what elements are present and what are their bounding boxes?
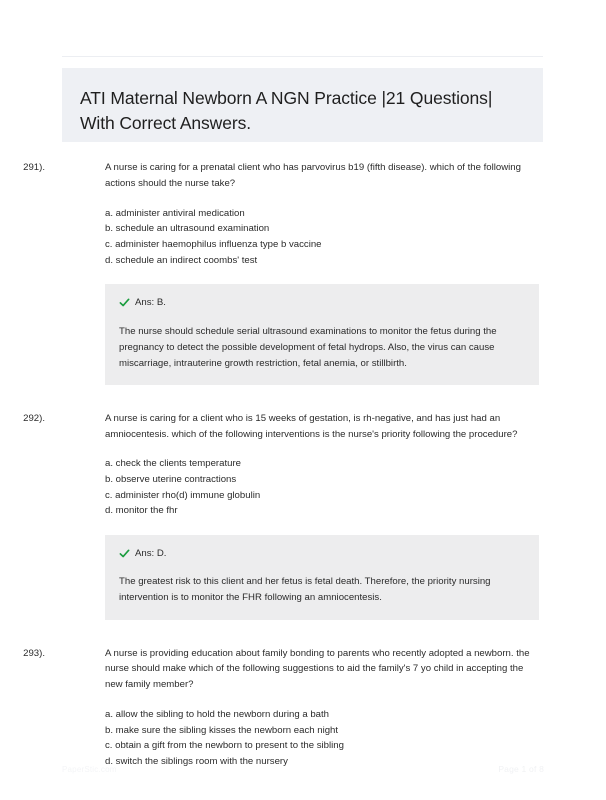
question-text: A nurse is caring for a client who is 15 weeks of gestation, is rh-negative, and has just had an amniocentesis. which of the following interventions is the nurse's priority following the procedure? xyxy=(105,412,518,440)
option-c[interactable]: c. administer rho(d) immune globulin xyxy=(105,489,261,501)
question-number: 293). xyxy=(23,647,45,659)
page-footer xyxy=(0,764,606,774)
options-list xyxy=(105,206,544,269)
answer-label-row xyxy=(119,295,525,310)
question-body xyxy=(52,411,544,620)
answer-label-row xyxy=(119,546,525,561)
option-b[interactable]: b. make sure the sibling kisses the newborn each night xyxy=(105,724,339,736)
option-a[interactable]: a. administer antiviral medication xyxy=(105,207,245,219)
block-spacer xyxy=(0,385,606,411)
option-b[interactable]: b. schedule an ultrasound examination xyxy=(105,223,270,235)
option-c[interactable]: c. administer haemophilus influenza type b vaccine xyxy=(105,238,322,250)
page-title: ATI Maternal Newborn A NGN Practice |21 Questions| With Correct Answers. xyxy=(80,88,493,133)
answer-explanation: The nurse should schedule serial ultrasound examinations to monitor the fetus during the pregnancy to detect the possible development of fetal hydrops. Also, the virus can cause miscarriage, intrauterine growth restriction, fetal anemia, or stillbirth. xyxy=(119,325,497,369)
questions-container xyxy=(0,160,606,770)
answer-label: Ans: D. xyxy=(135,547,167,559)
answer-box xyxy=(105,284,539,385)
question-block xyxy=(0,411,606,620)
question-header xyxy=(0,646,544,770)
answer-explanation: The greatest risk to this client and her fetus is fetal death. Therefore, the priority nursing intervention is to monitor the FHR following an amniocentesis. xyxy=(119,576,491,604)
option-d[interactable]: d. monitor the fhr xyxy=(105,505,178,517)
block-spacer xyxy=(0,620,606,646)
options-list xyxy=(105,456,544,519)
answer-label: Ans: B. xyxy=(135,297,166,309)
title-banner xyxy=(62,68,543,142)
header-divider xyxy=(62,56,543,57)
question-header xyxy=(0,411,544,620)
watermark: PaperStic.com xyxy=(62,764,117,774)
question-block xyxy=(0,646,606,770)
question-number: 292). xyxy=(23,412,45,424)
answer-box xyxy=(105,535,539,620)
option-d[interactable]: d. switch the siblings room with the nursery xyxy=(105,755,288,767)
question-text: A nurse is providing education about family bonding to parents who recently adopted a newborn. the nurse should make which of the following suggestions to aid the family's 7 yo child in accepting the new family member? xyxy=(105,647,530,691)
question-text: A nurse is caring for a prenatal client who has parvovirus b19 (fifth disease). which of the following actions should the nurse take? xyxy=(105,162,521,189)
option-c[interactable]: c. obtain a gift from the newborn to present to the sibling xyxy=(105,740,344,752)
option-a[interactable]: a. allow the sibling to hold the newborn during a bath xyxy=(105,709,330,721)
check-icon xyxy=(119,548,130,559)
question-header xyxy=(0,160,544,385)
option-a[interactable]: a. check the clients temperature xyxy=(105,458,241,470)
option-b[interactable]: b. observe uterine contractions xyxy=(105,474,237,486)
page-indicator: Page 1 of 8 xyxy=(498,764,544,774)
option-d[interactable]: d. schedule an indirect coombs' test xyxy=(105,254,258,266)
question-body xyxy=(52,160,544,385)
question-block xyxy=(0,160,606,385)
question-body xyxy=(52,646,544,770)
check-icon xyxy=(119,297,130,308)
question-number: 291). xyxy=(23,162,45,173)
options-list xyxy=(105,707,544,770)
